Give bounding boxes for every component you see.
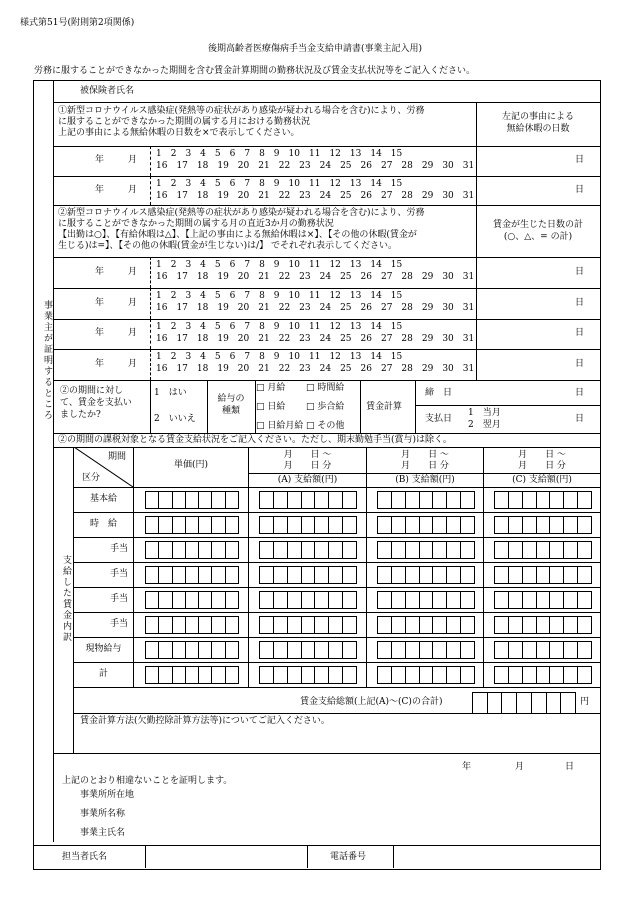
payday-option-next[interactable]: 2 翌月 — [468, 420, 501, 430]
sec1-right-label2: 無給休暇の日数 — [506, 124, 570, 134]
sec3-text: ②の期間の課税対象となる賃金支給状況をご記入ください。ただし、期末勤勉手当(賞与)は除く。 — [58, 435, 452, 445]
insured-name-label: 被保険者氏名 — [80, 86, 135, 96]
unit-price-field[interactable] — [145, 491, 239, 509]
cert-address-label: 事業所所在地 — [80, 790, 135, 800]
sec2-line1: ②新型コロナウイルス感染症(発熱等の症状があり感染が疑われる場合を含む)により、労務 — [58, 208, 425, 218]
month-label: 月 — [128, 359, 138, 369]
period-class-header — [74, 447, 133, 487]
period-from: 月 日 〜 — [283, 450, 332, 460]
unit-price-field[interactable] — [145, 516, 239, 534]
days-row-1[interactable]: 1 2 3 4 5 6 7 8 9 10 11 12 13 14 15 — [156, 260, 403, 270]
amount-field[interactable] — [494, 641, 592, 659]
wage-row-label: 手当 — [109, 544, 128, 554]
unit-price-field[interactable] — [145, 541, 239, 559]
sec2-line3: 【出勤は○】、【有給休暇は△】、【上記の事由による無給休暇は×】、【その他の休暇(賃金が — [58, 230, 417, 240]
wage-row-label: 基本給 — [89, 494, 117, 504]
wage-row-label: 時 給 — [89, 519, 117, 529]
amount-field[interactable] — [259, 516, 357, 534]
year-label: 年 — [95, 267, 105, 277]
col-header: (B) 支給額(円) — [395, 475, 455, 485]
day-unit: 日 — [575, 267, 585, 277]
pay-question-1: ②の期間に対し — [60, 386, 124, 396]
pay-close-day-unit: 日 — [575, 388, 585, 398]
days-row-1[interactable]: 1 2 3 4 5 6 7 8 9 10 11 12 13 14 15 — [156, 352, 403, 362]
insured-name-field[interactable] — [190, 83, 590, 100]
days-row-1[interactable]: 1 2 3 4 5 6 7 8 9 10 11 12 13 14 15 — [156, 322, 403, 332]
month-label: 月 — [128, 328, 138, 338]
sec2-line2: に服することができなかった期間の属する月の直近3か月の勤務状況 — [58, 219, 334, 229]
amount-field[interactable] — [259, 616, 357, 634]
days-row-2[interactable]: 16 17 18 19 20 21 22 23 24 25 26 27 28 29 30 31 — [156, 303, 475, 313]
col-header: (A) 支給額(円) — [277, 475, 338, 485]
year-label: 年 — [95, 298, 105, 308]
amount-field[interactable] — [377, 541, 475, 559]
pay-type-commission[interactable]: □ 歩合給 — [306, 402, 345, 412]
wage-row-label: 計 — [98, 669, 108, 679]
pay-close-label: 締 日 — [425, 388, 453, 398]
unit-price-field[interactable] — [145, 641, 239, 659]
pay-type-daily[interactable]: □ 日給 — [256, 402, 286, 412]
sec2-right-label1: 賃金が生じた日数の計 — [492, 220, 583, 230]
cert-month: 月 — [515, 762, 525, 772]
days-row-2[interactable]: 16 17 18 19 20 21 22 23 24 25 26 27 28 29 30 31 — [156, 191, 475, 201]
pay-type-label1: 給与の — [217, 394, 245, 404]
side-label-wage-breakdown: 支給した賃金内訳 — [61, 555, 71, 643]
amount-field[interactable] — [377, 591, 475, 609]
period-from: 月 日 〜 — [518, 450, 566, 460]
wage-row-label: 手当 — [109, 594, 128, 604]
pay-payday-label: 支払日 — [425, 414, 453, 424]
day-unit: 日 — [575, 359, 585, 369]
form-title: 後期高齢者医療傷病手当金支給申請書(事業主記入用) — [207, 44, 423, 54]
year-label: 年 — [95, 328, 105, 338]
unit-price-field[interactable] — [145, 566, 239, 584]
month-label: 月 — [128, 298, 138, 308]
class-label: 区分 — [82, 473, 101, 483]
phone-label: 電話番号 — [330, 852, 367, 862]
amount-field[interactable] — [494, 591, 592, 609]
sec1-right-label1: 左記の事由による — [501, 112, 574, 122]
days-row-1[interactable]: 1 2 3 4 5 6 7 8 9 10 11 12 13 14 15 — [156, 291, 403, 301]
pay-yes-option[interactable]: 1 はい — [154, 388, 187, 398]
total-amount-field[interactable] — [472, 692, 576, 714]
unit-price-field[interactable] — [145, 666, 239, 684]
month-label: 月 — [128, 267, 138, 277]
year-label: 年 — [95, 155, 105, 165]
side-label-certifier: 事業主が証明するところ — [42, 300, 52, 421]
pay-question-2: て、賃金を支払い — [60, 398, 132, 408]
sec2-line4: 生じる)は=】、【その他の休暇(賃金が生じない)は/】 でそれぞれ表示してください。 — [58, 241, 397, 251]
wage-row-label: 手当 — [109, 569, 128, 579]
month-label: 月 — [128, 185, 138, 195]
period-from: 月 日 〜 — [401, 450, 449, 460]
calc-method-label: 賃金計算方法(欠勤控除計算方法等)についてご記入ください。 — [80, 716, 330, 726]
period-to: 月 日 分 — [401, 461, 449, 471]
amount-field[interactable] — [377, 666, 475, 684]
year-label: 年 — [95, 185, 105, 195]
cert-company-label: 事業所名称 — [80, 809, 126, 819]
sec1-line3: 上記の事由による無給休暇の日数を×で表示してください。 — [58, 128, 300, 138]
day-unit: 日 — [575, 185, 585, 195]
day-unit: 日 — [575, 155, 585, 165]
amount-field[interactable] — [259, 566, 357, 584]
unit-price-label: 単価(円) — [173, 460, 209, 470]
total-yen-unit: 円 — [580, 697, 590, 707]
sec2-right-label2: (○、△、= の計) — [503, 232, 573, 242]
cert-owner-label: 事業主氏名 — [80, 828, 126, 838]
period-to: 月 日 分 — [518, 461, 566, 471]
amount-field[interactable] — [259, 541, 357, 559]
day-unit: 日 — [575, 298, 585, 308]
amount-field[interactable] — [259, 491, 357, 509]
pay-question-3: ましたか? — [60, 410, 101, 420]
days-row-1[interactable]: 1 2 3 4 5 6 7 8 9 10 11 12 13 14 15 — [156, 179, 403, 189]
amount-field[interactable] — [377, 566, 475, 584]
staff-name-label: 担当者氏名 — [62, 852, 108, 862]
sec1-line2: に服することができなかった期間の属する月における勤務状況 — [58, 117, 311, 127]
phone-field[interactable] — [395, 847, 595, 866]
payday-option-current[interactable]: 1 当月 — [468, 408, 501, 418]
amount-field[interactable] — [494, 541, 592, 559]
amount-field[interactable] — [494, 666, 592, 684]
days-row-2[interactable]: 16 17 18 19 20 21 22 23 24 25 26 27 28 29 30 31 — [156, 272, 475, 282]
amount-field[interactable] — [494, 516, 592, 534]
amount-field[interactable] — [494, 616, 592, 634]
amount-field[interactable] — [377, 491, 475, 509]
year-label: 年 — [95, 359, 105, 369]
col-header: (C) 支給額(円) — [512, 475, 572, 485]
days-row-2[interactable]: 16 17 18 19 20 21 22 23 24 25 26 27 28 29 30 31 — [156, 161, 475, 171]
form-number: 様式第51号(附則第2項関係) — [20, 18, 135, 28]
amount-field[interactable] — [377, 616, 475, 634]
wage-row-label: 現物給与 — [85, 644, 122, 654]
days-row-2[interactable]: 16 17 18 19 20 21 22 23 24 25 26 27 28 29 30 31 — [156, 334, 475, 344]
days-row-2[interactable]: 16 17 18 19 20 21 22 23 24 25 26 27 28 29 30 31 — [156, 364, 475, 374]
period-label: 期間 — [108, 452, 127, 462]
amount-field[interactable] — [259, 666, 357, 684]
period-to: 月 日 分 — [283, 461, 332, 471]
month-label: 月 — [128, 155, 138, 165]
pay-calc-label: 賃金計算 — [366, 402, 403, 412]
pay-type-daily-monthly[interactable]: □ 日給月給 — [256, 421, 304, 431]
day-unit: 日 — [575, 328, 585, 338]
amount-field[interactable] — [377, 516, 475, 534]
wage-row-label: 手当 — [109, 619, 128, 629]
pay-type-label2: 種類 — [221, 406, 240, 416]
pay-no-option[interactable]: 2 いいえ — [154, 414, 196, 424]
cert-year: 年 — [462, 762, 472, 772]
pay-type-other[interactable]: □ その他 — [306, 421, 345, 431]
amount-field[interactable] — [494, 566, 592, 584]
pay-type-hourly[interactable]: □ 時間給 — [306, 383, 345, 393]
days-row-1[interactable]: 1 2 3 4 5 6 7 8 9 10 11 12 13 14 15 — [156, 149, 403, 159]
pay-type-monthly[interactable]: □ 月給 — [256, 383, 286, 393]
amount-field[interactable] — [259, 591, 357, 609]
pay-payday-day-unit: 日 — [575, 414, 585, 424]
amount-field[interactable] — [377, 641, 475, 659]
unit-price-field[interactable] — [145, 616, 239, 634]
amount-field[interactable] — [494, 491, 592, 509]
cert-statement: 上記のとおり相違ないことを証明します。 — [62, 776, 233, 786]
calc-method-field[interactable] — [80, 730, 595, 750]
unit-price-field[interactable] — [145, 591, 239, 609]
cert-day: 日 — [565, 762, 575, 772]
sec1-line1: ①新型コロナウイルス感染症(発熱等の症状があり感染が疑われる場合を含む)により、労務 — [58, 106, 425, 116]
instruction: 労務に服することができなかった期間を含む賃金計算期間の勤務状況及び賃金支払状況等をご記入ください。 — [34, 66, 476, 76]
total-label: 賃金支給総額(上記(A)〜(C)の合計) — [300, 697, 443, 707]
staff-name-field[interactable] — [147, 847, 305, 866]
amount-field[interactable] — [259, 641, 357, 659]
